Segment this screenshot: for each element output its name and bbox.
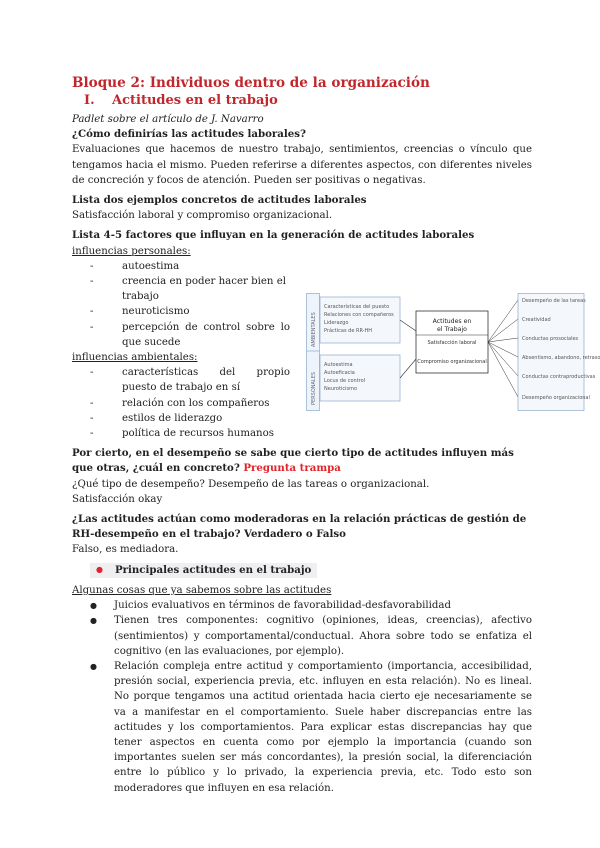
diagram-outcome: Creatividad [522, 317, 551, 323]
ambient-influences-heading: influencias ambientales: [72, 352, 198, 364]
question-1: ¿Cómo definirías las actitudes laborales? [72, 128, 306, 141]
diagram-ambient-item: Prácticas de RR-HH [324, 328, 373, 334]
diagram-outcomes-box [518, 294, 584, 411]
list-item: ● Tienen tres componentes: cognitivo (opiniones, ideas, creencias), afectivo (sentimientos) y comportamental/conductual. Ahora sobre todo se enfatiza el cognitivo (en las evaluaciones, por ejemplo). [90, 613, 532, 659]
question-4-text: Por cierto, en el desempeño se sabe que cierto tipo de actitudes influyen más que otras, ¿cuál en concreto? [72, 447, 514, 475]
list-item: - neuroticismo [90, 304, 290, 319]
list-item: ● Juicios evaluativos en términos de favorabilidad-desfavorabilidad [90, 598, 532, 613]
diagram-side-top: AMBIENTALES [311, 312, 317, 347]
diagram-ambient-item: Liderazgo [324, 320, 349, 326]
question-3: Lista 4-5 factores que influyan en la generación de actitudes laborales [72, 229, 475, 242]
diagram-outcome: Conductas prosociales [522, 336, 579, 342]
trick-question-tag: Pregunta trampa [243, 462, 341, 475]
list-item: - relación con los compañeros [90, 396, 290, 411]
diagram-personal-item: Neuroticismo [324, 386, 358, 392]
question-4 [72, 446, 532, 476]
answer-2: Satisfacción laboral y compromiso organizacional. [72, 210, 333, 222]
diagram-ambient-item: Características del puesto [324, 304, 390, 310]
list-item: - autoestima [90, 259, 290, 274]
document-page [72, 74, 532, 796]
section-number: I. [84, 93, 95, 108]
known-heading: Algunas cosas que ya sabemos sobre las actitudes [72, 584, 332, 596]
list-item: - creencia en poder hacer bien el trabajo [90, 274, 290, 304]
diagram-outcome: Desempeño organizacional [522, 395, 590, 401]
diagram-outcome: Desempeño de las tareas [522, 298, 586, 304]
question-5: ¿Las actitudes actúan como moderadoras en la relación prácticas de gestión de RH-desempeño en el trabajo? Verdadero o Falso [72, 513, 527, 541]
padlet-reference: Padlet sobre el artículo de J. Navarro [72, 114, 264, 125]
personal-influences-heading: influencias personales: [72, 245, 191, 257]
answer-1: Evaluaciones que hacemos de nuestro trabajo, sentimientos, creencias o vínculo que tengamos hacia el mismo. Pueden referirse a diferentes aspectos, con diferentes niveles de concreción y focos de atención. Pueden ser positivas o negativas. [72, 144, 532, 186]
answer-5: Falso, es mediadora. [72, 544, 179, 556]
list-item: - estilos de liderazgo [90, 411, 290, 426]
diagram-outcome: Absentismo, abandono, retraso [522, 355, 600, 361]
diagram-center-item: Satisfacción laboral [427, 340, 477, 346]
diagram-personal-item: Locus de control [324, 378, 366, 384]
personal-influences-list [72, 259, 290, 350]
list-item: - características del propio puesto de trabajo en sí [90, 365, 290, 395]
diagram-center-item: Compromiso organizacional [417, 359, 487, 365]
answer-4a: ¿Qué tipo de desempeño? Desempeño de las tareas o organizacional. [72, 478, 430, 490]
attitudes-diagram [306, 293, 600, 411]
diagram-center-title: Actitudes en [432, 318, 472, 325]
list-item: - percepción de control sobre lo que sucede [90, 320, 290, 350]
section-title: Actitudes en el trabajo [112, 93, 278, 108]
highlight-heading-row [72, 563, 532, 578]
section-heading [84, 92, 532, 110]
diagram-personal-item: Autoestima [324, 362, 353, 368]
list-item: ● Relación compleja entre actitud y comportamiento (importancia, accesibilidad, presión social, experiencia previa, etc. influyen en esta relación). No es lineal. No porque tengamos una actitud orientada hacia cierto eje necesariamente se va a manifestar en el comportamiento. Suele haber discrepancias entre las actitudes y los comportamientos. Para explicar estas discrepancias hay que tener aspectos en cuenta como por ejemplo la importancia (cuando son importantes suelen ser más concordantes), la presión social, la diferenciación entre lo público y lo privado, la experiencia previa, etc. Todo esto son moderadores que influyen en esa relación. [90, 659, 532, 796]
answer-4b: Satisfacción okay [72, 493, 163, 505]
diagram-ambient-item: Relaciones con compañeros [324, 312, 394, 318]
highlight-heading: ● Principales actitudes en el trabajo [90, 563, 317, 578]
list-item: - política de recursos humanos [90, 426, 290, 441]
question-2: Lista dos ejemplos concretos de actitudes laborales [72, 194, 367, 207]
diagram-side-bottom: PERSONALES [311, 371, 317, 405]
document-title: Bloque 2: Individuos dentro de la organización [72, 75, 430, 91]
diagram-center-title: el Trabajo [437, 326, 467, 333]
diagram-personal-item: Autoeficacia [324, 370, 355, 376]
diagram-outcome: Conductas contraproductivas [522, 374, 596, 380]
attitudes-bullet-list [72, 598, 532, 796]
ambient-influences-list [72, 365, 290, 441]
